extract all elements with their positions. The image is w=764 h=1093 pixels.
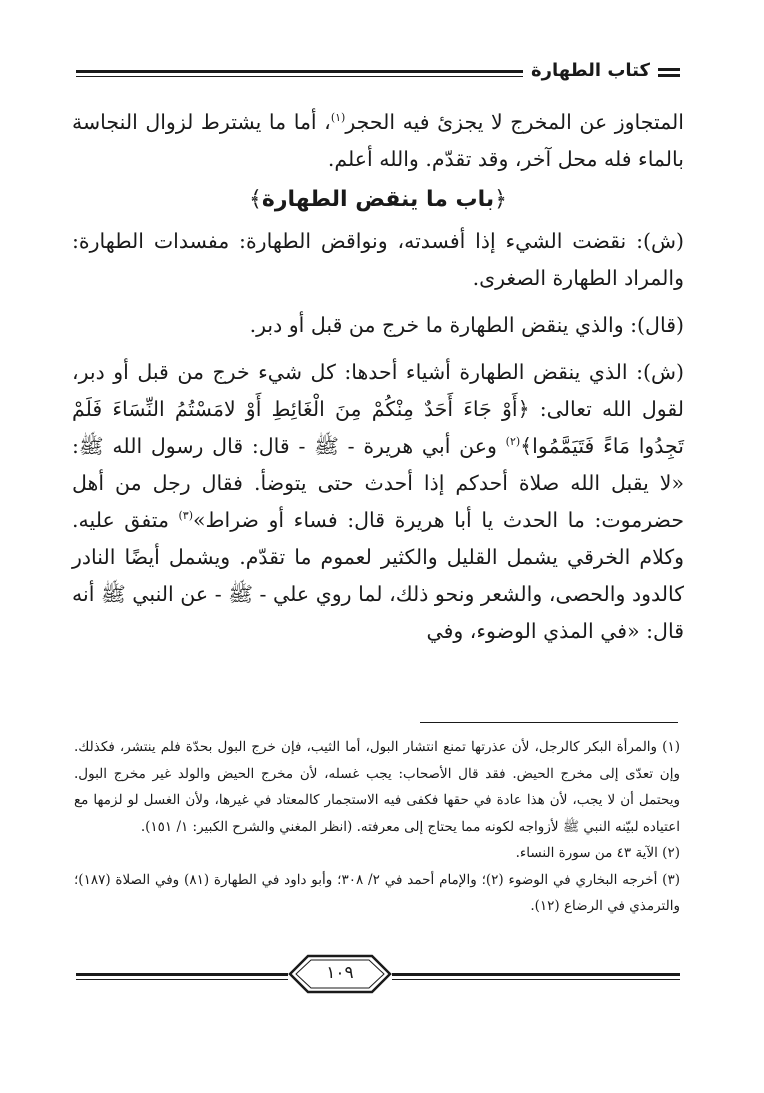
paragraph-continuation bbox=[72, 104, 684, 178]
page-number-rule-left bbox=[76, 973, 288, 980]
paragraph-text: (ش): الذي ينقض الطهارة أشياء أحدها: كل شيء خرج من قبل أو دبر، لقول الله تعالى: bbox=[72, 360, 684, 421]
footnote-separator bbox=[420, 722, 678, 723]
main-text bbox=[72, 104, 684, 650]
ornate-bracket-open: ﴿ bbox=[494, 187, 508, 212]
quran-verse: ﴿أَوْ جَاءَ أَحَدٌ مِنْكُمْ مِنَ الْغَائِطِ أَوْ لامَسْتُمُ النِّسَاءَ فَلَمْ تَجِدُوا مَاءً فَتَيَمَّمُوا﴾ bbox=[72, 397, 684, 458]
page-number-ornament bbox=[76, 954, 680, 994]
paragraph-text: متفق عليه. وكلام الخرقي يشمل القليل والكثير لعموم ما تقدّم. ويشمل أيضًا النادر كالدود والحصى، والشعر ونحو ذلك، لما روي علي - ﷺ - عن النبي ﷺ أنه قال: «في المذي الوضوء، وفي bbox=[72, 508, 684, 643]
paragraph-text: وعن أبي هريرة - ﷺ - قال: قال رسول الله ﷺ: «لا يقبل الله صلاة أحدكم إذا أحدث حتى يتوضأ. فقال رجل من أهل حضرموت: ما الحدث يا أبا هريرة قال: فساء أو ضراط» bbox=[72, 434, 684, 532]
chapter-title: باب ما ينقض الطهارة bbox=[261, 187, 495, 212]
running-header bbox=[76, 58, 680, 88]
footnote-ref-2: (٢) bbox=[505, 435, 521, 449]
page-number: ١٠٩ bbox=[326, 963, 354, 983]
paragraph-text: المتجاوز عن المخرج لا يجزئ فيه الحجر bbox=[345, 110, 684, 134]
running-header-title: كتاب الطهارة bbox=[523, 58, 650, 84]
ornate-bracket-close: ﴾ bbox=[248, 187, 262, 212]
footnote-2: (٢) الآية ٤٣ من سورة النساء. bbox=[515, 845, 680, 861]
paragraph-sharh-nawaqid bbox=[72, 354, 684, 650]
chapter-heading bbox=[72, 183, 684, 217]
footnote-ref-1: (١) bbox=[330, 111, 346, 125]
paragraph-qala-matn: (قال): والذي ينقض الطهارة ما خرج من قبل أو دبر. bbox=[249, 313, 684, 337]
footnote-1: (١) والمرأة البكر كالرجل، لأن عذرتها تمنع انتشار البول، أما الثيب، فإن خرج البول بحدّة فلم ينتشر، فكذلك. وإن تعدّى إلى مخرج الحيض. فقد قال الأصحاب: يجب غسله، لأن مخرج الحيض والولد غير مخرج البول. ويحتمل أن لا يجب، لأن هذا عادة في حقها فكفى فيه الاستجمار كالمعتاد في غيرها، ولأن الغسل لو لزمها مع اعتياده لبيّنه النبي ﷺ لأزواجه لكونه مما يحتاج إلى معرفته. (انظر المغني والشرح الكبير: ١/ ١٥١). bbox=[74, 739, 681, 835]
paragraph-text: ، أما ما يشترط لزوال النجاسة بالماء فله محل آخر، وقد تقدّم. والله أعلم. bbox=[72, 110, 684, 171]
page-number-rule-right bbox=[392, 973, 680, 980]
header-rule bbox=[76, 70, 532, 77]
paragraph-sharh-definition: (ش): نقضت الشيء إذا أفسدته، ونواقض الطهارة: مفسدات الطهارة: والمراد الطهارة الصغرى. bbox=[72, 229, 684, 290]
footnotes bbox=[74, 734, 680, 920]
footnote-ref-3: (٣) bbox=[178, 509, 194, 523]
header-double-bar-ornament bbox=[658, 68, 680, 77]
footnote-3: (٣) أخرجه البخاري في الوضوء (٢)؛ والإمام أحمد في ٢/ ٣٠٨؛ وأبو داود في الطهارة (٨١) وفي الصلاة (١٨٧)؛ والترمذي في الرضاع (١٢). bbox=[74, 871, 680, 914]
